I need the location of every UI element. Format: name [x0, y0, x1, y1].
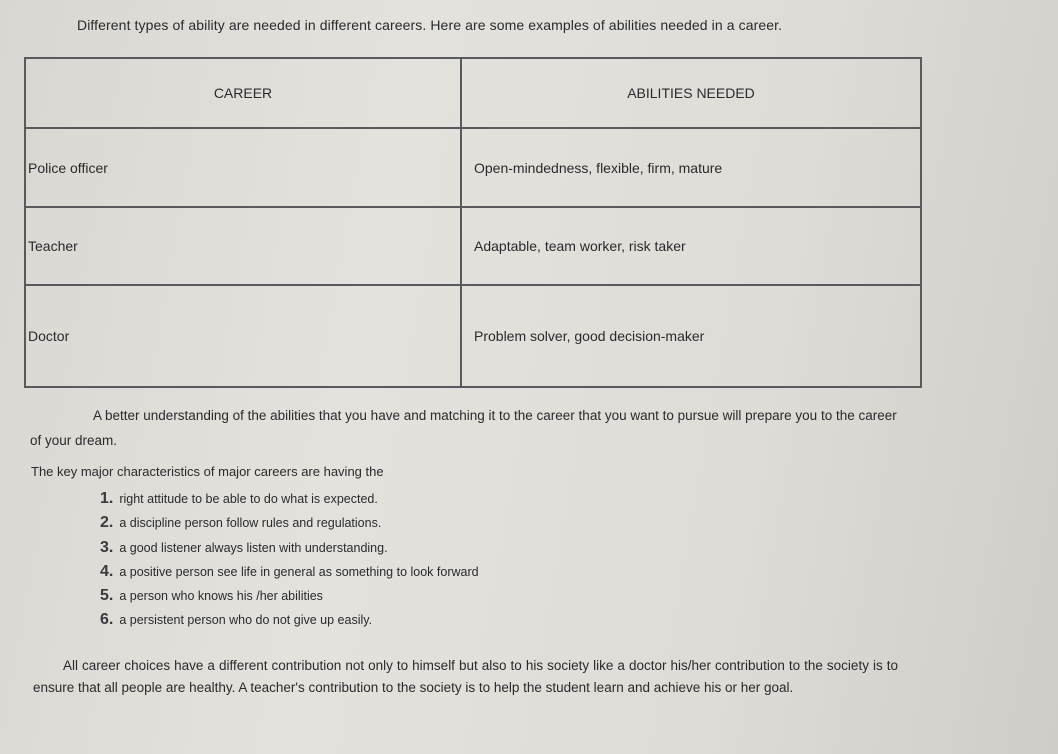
- item-number: 6.: [100, 611, 114, 629]
- item-text: a person who knows his /her abilities: [119, 589, 323, 604]
- table-row: [25, 285, 921, 387]
- item-number: 5.: [100, 587, 114, 605]
- career-cell: Police officer: [25, 128, 461, 207]
- contribution-paragraph: All career choices have a different contribution not only to himself but also to his society like a doctor his/her contribution to the society is to ensure that all people are healthy. A teacher's contribution to the society is to help the student learn and achieve his or her goal.: [33, 658, 898, 695]
- abilities-cell: Open-mindedness, flexible, firm, mature: [461, 128, 921, 207]
- list-item: [100, 584, 479, 608]
- item-number: 3.: [100, 538, 114, 556]
- item-text: a positive person see life in general as something to look forward: [119, 564, 479, 579]
- item-text: a persistent person who do not give up easily.: [119, 613, 373, 628]
- table-row: [25, 207, 921, 285]
- item-number: 1.: [100, 490, 114, 507]
- item-text: right attitude to be able to do what is expected.: [119, 492, 378, 506]
- item-number: 4.: [100, 562, 114, 580]
- abilities-column-header: ABILITIES NEEDED: [461, 58, 921, 128]
- intro-text: Different types of ability are needed in different careers. Here are some examples of abilities needed in a career.: [77, 17, 783, 33]
- list-item: [100, 487, 479, 511]
- abilities-cell: Adaptable, team worker, risk taker: [461, 207, 921, 285]
- item-number: 2.: [100, 514, 114, 532]
- list-item: [100, 511, 479, 535]
- careers-table: [24, 57, 922, 388]
- list-intro: The key major characteristics of major careers are having the: [31, 464, 384, 479]
- abilities-cell: Problem solver, good decision-maker: [461, 285, 921, 387]
- traits-list: [100, 487, 479, 633]
- table-row: [25, 128, 921, 207]
- list-item: [100, 560, 479, 584]
- table-header-row: [25, 58, 921, 128]
- list-item: [100, 608, 479, 632]
- list-item: [100, 536, 479, 560]
- item-text: a discipline person follow rules and regulations.: [119, 516, 382, 531]
- career-cell: Teacher: [25, 207, 461, 285]
- item-text: a good listener always listen with understanding.: [119, 540, 388, 555]
- career-column-header: CAREER: [25, 58, 461, 128]
- understanding-paragraph: A better understanding of the abilities that you have and matching it to the career that you want to pursue will prepare you to the career of your dream.: [30, 408, 897, 448]
- career-cell: Doctor: [25, 285, 461, 387]
